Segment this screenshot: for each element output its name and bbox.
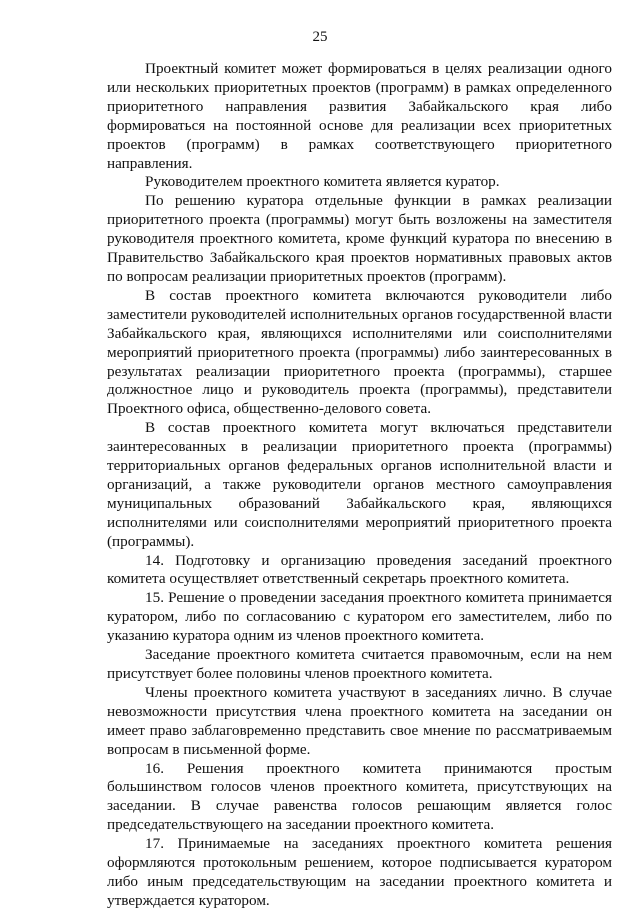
- paragraph-item-17: 17. Принимаемые на заседаниях проектного комитета решения оформляются протокольным решением, которое подписывается куратором либо иным председательствующим на заседании проектного комитета и утверждается куратором.: [107, 835, 612, 909]
- paragraph-item-14: 14. Подготовку и организацию проведения заседаний проектного комитета осуществляет ответственный секретарь проектного комитета.: [107, 551, 612, 588]
- paragraph-item-15: 15. Решение о проведении заседания проектного комитета принимается куратором, либо по согласованию с куратором его заместителем, либо по указанию куратора одним из членов проектного комитета.: [107, 589, 612, 645]
- paragraph-committee-members: В состав проектного комитета включаются руководители либо заместители руководителей исполнительных органов государственной власти Забайкальского края, являющихся исполнителями или соисполнителями мероприятий приоритетного проекта (программы) либо заинтересованных в результатах реализации приоритетного проекта (программы), старшее должностное лицо и руководитель проекта (программы), представители Проектного офиса, общественно-делового совета.: [107, 286, 612, 418]
- page-number: 25: [312, 29, 328, 45]
- paragraph-committee-head: Руководителем проектного комитета является куратор.: [145, 173, 500, 191]
- paragraph-quorum: Заседание проектного комитета считается правомочным, если на нем присутствует более половины членов проектного комитета.: [107, 646, 612, 682]
- paragraph-delegated-functions: По решению куратора отдельные функции в рамках реализации приоритетного проекта (программы) могут быть возложены на заместителя руководителя проектного комитета, кроме функций куратора по внесению в Правительство Забайкальского края проектов нормативных правовых актов по вопросам реализации приоритетных проектов (программ).: [107, 192, 612, 285]
- paragraph-personal-participation: Члены проектного комитета участвуют в заседаниях лично. В случае невозможности присутствия члена проектного комитета на заседании он имеет право заблаговременно представить свое мнение по рассматриваемым вопросам в письменной форме.: [107, 683, 612, 758]
- document-body: [107, 60, 612, 911]
- paragraph-committee-formation: Проектный комитет может формироваться в целях реализации одного или нескольких приоритетных проектов (программ) в рамках определенного приоритетного направления развития Забайкальского края либо формироваться на постоянной основе для реализации всех приоритетных проектов (программ) в рамках соответствующего приоритетного направления.: [107, 60, 612, 172]
- paragraph-optional-members: В состав проектного комитета могут включаться представители заинтересованных в реализации приоритетного проекта (программы) территориальных органов федеральных органов исполнительной власти и организаций, а также руководители органов местного самоуправления муниципальных образований Забайкальского края, являющихся исполнителями или соисполнителями мероприятий приоритетного проекта (программы).: [107, 419, 612, 550]
- paragraph-item-16: 16. Решения проектного комитета принимаются простым большинством голосов членов проектного комитета, присутствующих на заседании. В случае равенства голосов решающим является голос председательствующего на заседании проектного комитета.: [107, 759, 612, 834]
